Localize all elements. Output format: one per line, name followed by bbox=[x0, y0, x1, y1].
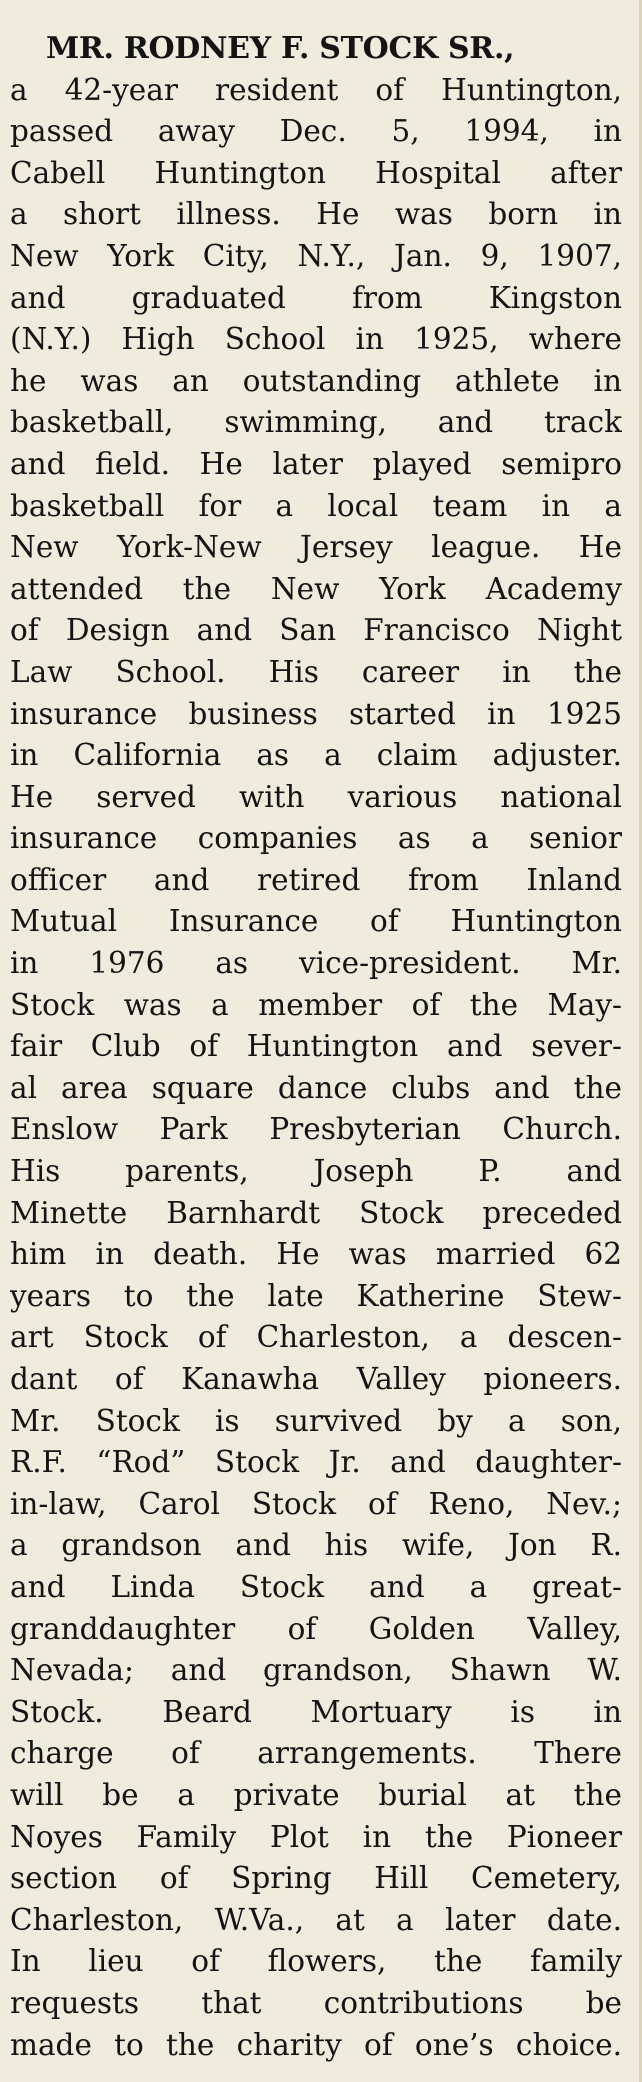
obituary-line: a 42-year resident of Huntington, bbox=[10, 72, 622, 107]
obituary-line: Stock. Beard Mortuary is in bbox=[10, 1694, 622, 1729]
obituary-line: years to the late Katherine Stew- bbox=[10, 1278, 622, 1313]
obituary-line: in California as a claim adjuster. bbox=[10, 738, 622, 773]
obituary-line: in 1976 as vice-president. Mr. bbox=[10, 946, 622, 981]
obituary-line: insurance companies as a senior bbox=[10, 821, 622, 856]
obituary-line: and Linda Stock and a great- bbox=[10, 1569, 622, 1604]
obituary-line: New York-New Jersey league. He bbox=[10, 530, 622, 565]
obituary-line: officer and retired from Inland bbox=[10, 862, 622, 897]
obituary-line: al area square dance clubs and the bbox=[10, 1070, 622, 1105]
obituary-line: and graduated from Kingston bbox=[10, 280, 622, 315]
obituary-line: Mutual Insurance of Huntington bbox=[10, 904, 622, 939]
obituary-line: Minette Barnhardt Stock preceded bbox=[10, 1195, 622, 1230]
obituary-line: R.F. “Rod” Stock Jr. and daughter- bbox=[10, 1445, 622, 1480]
obituary-line: fair Club of Huntington and sever- bbox=[10, 1029, 622, 1064]
obituary-line: requests that contributions be bbox=[10, 1985, 622, 2020]
obituary-line: he was an outstanding athlete in bbox=[10, 363, 622, 398]
obituary-line: art Stock of Charleston, a descen- bbox=[10, 1320, 622, 1355]
obituary-line: (N.Y.) High School in 1925, where bbox=[10, 322, 622, 357]
obituary-line: a short illness. He was born in bbox=[10, 197, 622, 232]
obituary-line: His parents, Joseph P. and bbox=[10, 1154, 622, 1189]
obituary-column bbox=[10, 28, 622, 2066]
obituary-line: will be a private burial at the bbox=[10, 1777, 622, 1812]
obituary-line: insurance business started in 1925 bbox=[10, 696, 622, 731]
obituary-line: in-law, Carol Stock of Reno, Nev.; bbox=[10, 1486, 622, 1521]
obituary-line: Nevada; and grandson, Shawn W. bbox=[10, 1653, 622, 1688]
obituary-line: New York City, N.Y., Jan. 9, 1907, bbox=[10, 238, 622, 273]
obituary-line: Stock was a member of the May- bbox=[10, 987, 622, 1022]
obituary-heading: MR. RODNEY F. STOCK SR., bbox=[46, 31, 515, 66]
obituary-line: Charleston, W.Va., at a later date. bbox=[10, 1902, 622, 1937]
obituary-line: In lieu of flowers, the family bbox=[10, 1944, 622, 1979]
obituary-line: basketball for a local team in a bbox=[10, 488, 622, 523]
obituary-line: Mr. Stock is survived by a son, bbox=[10, 1403, 622, 1438]
obituary-line: a grandson and his wife, Jon R. bbox=[10, 1528, 622, 1563]
obituary-line: Noyes Family Plot in the Pioneer bbox=[10, 1819, 622, 1854]
obituary-line: Law School. His career in the bbox=[10, 654, 622, 689]
obituary-line: Cabell Huntington Hospital after bbox=[10, 155, 622, 190]
obituary-line: and field. He later played semipro bbox=[10, 446, 622, 481]
obituary-line: Enslow Park Presbyterian Church. bbox=[10, 1112, 622, 1147]
obituary-line: He served with various national bbox=[10, 779, 622, 814]
obituary-line: section of Spring Hill Cemetery, bbox=[10, 1861, 622, 1896]
obituary-line: dant of Kanawha Valley pioneers. bbox=[10, 1362, 622, 1396]
obituary-body bbox=[10, 70, 622, 2067]
obituary-line: charge of arrangements. There bbox=[10, 1736, 622, 1771]
obituary-line: made to the charity of one’s choice. bbox=[10, 2027, 622, 2062]
obituary-line: granddaughter of Golden Valley, bbox=[10, 1611, 622, 1646]
obituary-line: basketball, swimming, and track bbox=[10, 405, 622, 440]
obituary-line: him in death. He was married 62 bbox=[10, 1237, 622, 1272]
obituary-line: attended the New York Academy bbox=[10, 571, 622, 606]
obituary-line: passed away Dec. 5, 1994, in bbox=[10, 114, 622, 149]
obituary-line: of Design and San Francisco Night bbox=[10, 613, 622, 648]
